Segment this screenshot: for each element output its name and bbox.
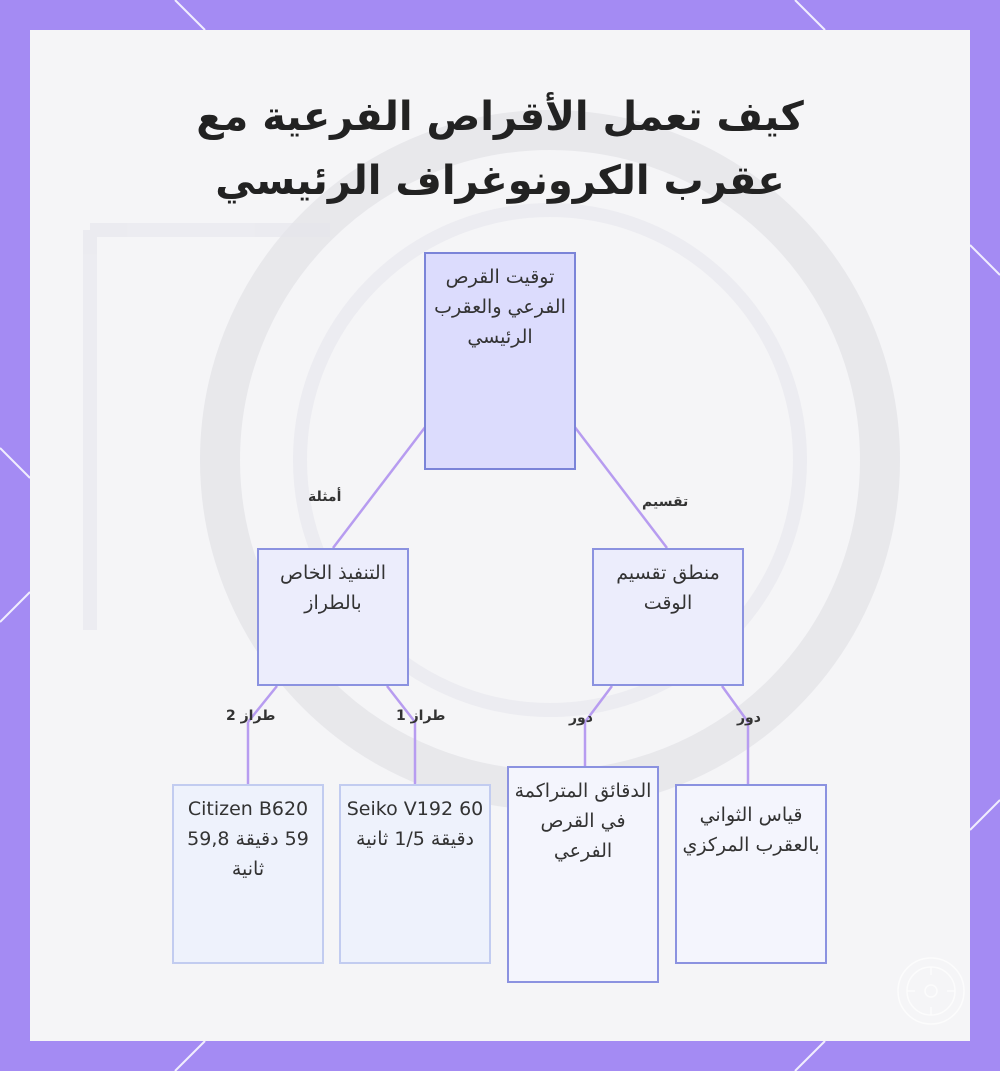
node-citizen-example-label: Citizen B620 59 دقيقة 59,8 ثانية [187,798,309,880]
edge-label-division: تقسيم [642,494,689,510]
node-root-label: توقيت القرص الفرعي والعقرب الرئيسي [434,266,566,348]
watch-watermark-icon [895,955,967,1027]
diagram-panel [30,30,970,1041]
node-model-implementation-label: التنفيذ الخاص بالطراز [280,562,386,614]
edge-label-model-1: طراز 1 [396,708,446,724]
edge-label-role-minutes: دور [569,710,593,726]
node-time-division-logic [592,548,744,686]
node-seiko-example-label: Seiko V192 60 دقيقة 1/5 ثانية [346,798,484,850]
edge-label-model-2: طراز 2 [226,708,276,724]
title-line-1: كيف تعمل الأقراص الفرعية مع [196,94,804,140]
edge-label-examples: أمثلة [308,489,342,505]
edge-root-logic [574,426,667,548]
title-line-2: عقرب الكرونوغراف الرئيسي [215,158,785,204]
edge-label-role-seconds: دور [737,710,761,726]
node-central-seconds-label: قياس الثواني بالعقرب المركزي [682,804,820,856]
node-model-implementation [257,548,409,686]
node-citizen-example [172,784,324,964]
node-time-division-logic-label: منطق تقسيم الوقت [616,562,720,614]
edge-root-impl [333,426,426,548]
diagram-edges [30,30,970,1041]
node-central-seconds [675,784,827,964]
node-subdial-minutes [507,766,659,983]
node-seiko-example [339,784,491,964]
node-subdial-minutes-label: الدقائق المتراكمة في القرص الفرعي [514,780,652,862]
node-root [424,252,576,470]
